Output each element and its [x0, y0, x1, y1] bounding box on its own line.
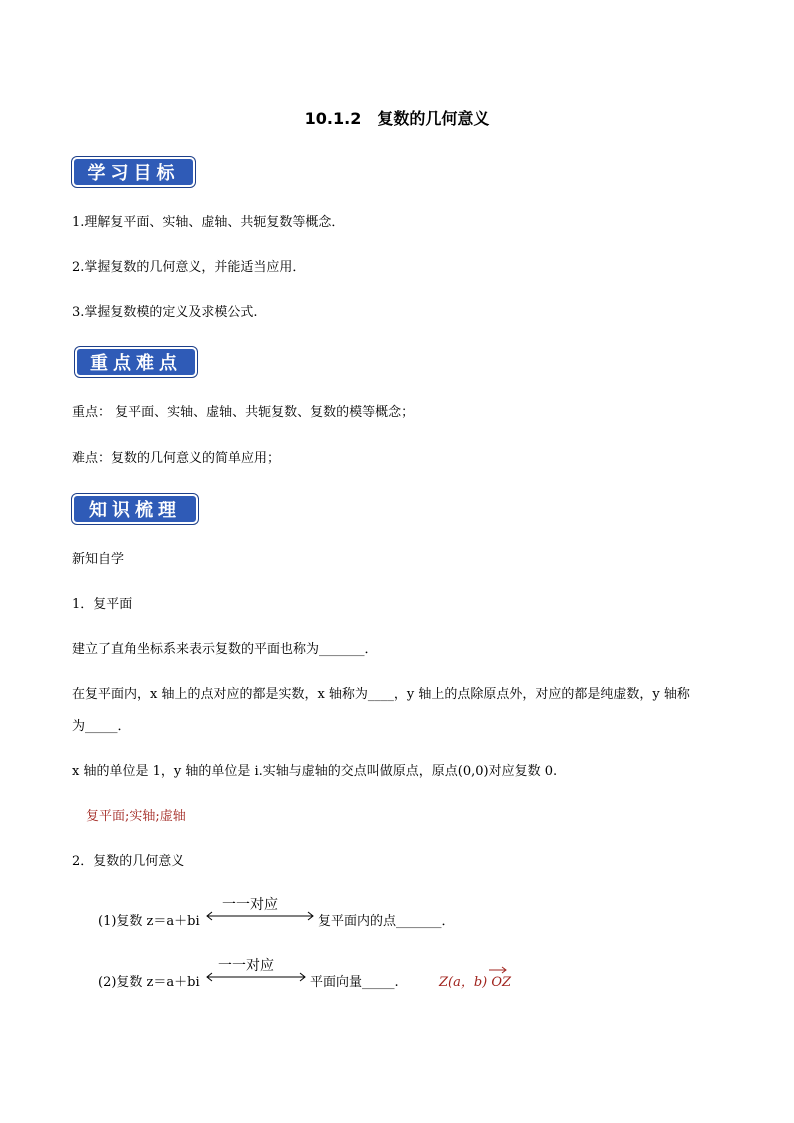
section1-line2: 在复平面内，x 轴上的点对应的都是实数，x 轴称为____，y 轴上的点除原点外，对应的都是纯虚数，y 轴称 — [72, 687, 690, 702]
section-badge-key-points: 重点难点 — [75, 347, 197, 377]
section1-answer: 复平面;实轴;虚轴 — [86, 809, 186, 824]
item1-suffix: 复平面内的点_______． — [318, 914, 455, 929]
section2-title: 2．复数的几何意义 — [72, 854, 185, 869]
section1-line4: x 轴的单位是 1，y 轴的单位是 i.实轴与虚轴的交点叫做原点，原点(0,0)对应复数 0. — [72, 764, 558, 779]
section1-title: 1．复平面 — [72, 597, 133, 612]
key-difficult: 难点：复数的几何意义的简单应用； — [72, 451, 281, 466]
double-arrow-icon — [204, 955, 308, 985]
section-badge-goals: 学习目标 — [72, 157, 195, 187]
vector-arrow-icon — [488, 966, 508, 974]
item2-correspondence-arrow — [204, 955, 308, 985]
goal-1: 1.理解复平面、实轴、虚轴、共轭复数等概念． — [72, 215, 345, 230]
item2-suffix: 平面向量_____. — [310, 975, 399, 990]
item1-arrow-label: 一一对应 — [222, 897, 278, 913]
double-arrow-icon — [204, 894, 316, 924]
section1-line3: 为_____． — [72, 719, 131, 734]
item2-answer: Z(a，b) OZ — [439, 975, 512, 990]
item1-prefix: (1)复数 z＝a＋bi — [98, 914, 200, 929]
item2-prefix: (2)复数 z＝a＋bi — [98, 975, 200, 990]
section1-line1: 建立了直角坐标系来表示复数的平面也称为_______． — [72, 642, 378, 657]
item2-arrow-label: 一一对应 — [218, 958, 274, 974]
key-important: 重点： 复平面、实轴、虚轴、共轭复数、复数的模等概念； — [72, 405, 415, 420]
goal-2: 2.掌握复数的几何意义，并能适当应用． — [72, 260, 306, 275]
page-title: 10.1.2 复数的几何意义 — [304, 109, 490, 128]
item1-correspondence-arrow — [204, 894, 316, 924]
section-badge-knowledge: 知识梳理 — [72, 494, 198, 524]
goal-3: 3.掌握复数模的定义及求模公式. — [72, 305, 258, 320]
knowledge-intro: 新知自学 — [72, 552, 125, 567]
